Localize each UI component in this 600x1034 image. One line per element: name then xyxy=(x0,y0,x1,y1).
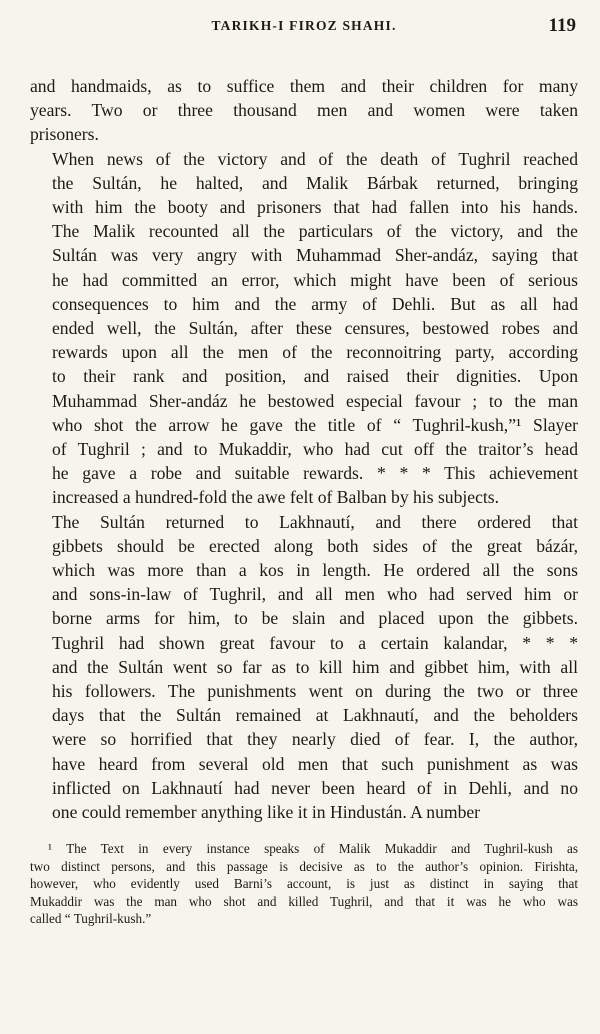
footnote-line: Mukaddir was the man who shot and killed Tughril, and that it was he who was xyxy=(30,893,578,909)
paragraph xyxy=(30,510,578,825)
text-line: and handmaids, as to suffice them and their children for many xyxy=(30,76,578,96)
text-line: The Malik recounted all the particulars of the victory, and the xyxy=(52,221,578,242)
text-line: the Sultán, he halted, and Malik Bárbak returned, bringing xyxy=(52,172,578,193)
text-line: prisoners. xyxy=(30,124,99,145)
page-header xyxy=(30,14,578,50)
footnote xyxy=(30,840,578,927)
text-line: rewards upon all the men of the reconnoitring party, according xyxy=(52,342,578,363)
text-line: one could remember anything like it in Hindustán. A number xyxy=(52,802,481,823)
footnotes xyxy=(30,840,578,927)
text-line: increased a hundred-fold the awe felt of Balban by his subjects. xyxy=(52,487,500,508)
text-line: his followers. The punishments went on during the two or three xyxy=(52,681,578,702)
text-line: have heard from several old men that such punishment as was xyxy=(52,753,578,774)
text-line: to their rank and position, and raised their dignities. Upon xyxy=(52,366,578,387)
paragraph xyxy=(30,74,578,147)
text-line: he had committed an error, which might have been of serious xyxy=(52,269,578,290)
text-line: When news of the victory and of the death of Tughril reached xyxy=(52,148,578,169)
paragraph xyxy=(30,147,578,510)
text-line: which was more than a kos in length. He ordered all the sons xyxy=(52,560,578,581)
text-line: Muhammad Sher-andáz he bestowed especial favour ; to the man xyxy=(52,390,578,411)
text-line: and the Sultán went so far as to kill him and gibbet him, with all xyxy=(52,656,578,677)
text-line: who shot the arrow he gave the title of “ Tughril-kush,”¹ Slayer xyxy=(52,414,578,435)
footnote-line: however, who evidently used Barni’s account, is just as distinct in saying that xyxy=(30,876,578,892)
text-line: with him the booty and prisoners that had fallen into his hands. xyxy=(52,197,578,218)
text-line: years. Two or three thousand men and women were taken xyxy=(30,100,578,121)
text-line: consequences to him and the army of Dehli. But as all had xyxy=(52,293,578,314)
text-line: borne arms for him, to be slain and placed upon the gibbets. xyxy=(52,608,578,629)
text-line: of Tughril ; and to Mukaddir, who had cut off the traitor’s head xyxy=(52,439,578,460)
text-line: gibbets should be erected along both sides of the great bázár, xyxy=(52,535,578,556)
text-line: days that the Sultán remained at Lakhnautí, and the beholders xyxy=(52,705,578,726)
text-line: and sons-in-law of Tughril, and all men who had served him or xyxy=(52,584,578,605)
body-text xyxy=(30,74,578,824)
text-line: Tughril had shown great favour to a certain kalandar, * * * xyxy=(52,632,578,653)
footnote-line: called “ Tughril-kush.” xyxy=(30,910,152,926)
text-line: Sultán was very angry with Muhammad Sher-andáz, saying that xyxy=(52,245,578,266)
footnote-line: two distinct persons, and this passage is decisive as to the author’s opinion. Firishta, xyxy=(30,858,578,874)
text-line: ended well, the Sultán, after these censures, bestowed robes and xyxy=(52,318,578,339)
footnote-line: ¹ The Text in every instance speaks of Malik Mukaddir and Tughril-kush as xyxy=(48,841,578,857)
running-title: TARIKH-I FIROZ SHAHI. xyxy=(211,18,397,33)
text-line: were so horrified that they nearly died of fear. I, the author, xyxy=(52,729,578,750)
text-line: inflicted on Lakhnautí had never been heard of in Dehli, and no xyxy=(52,777,578,798)
text-line: he gave a robe and suitable rewards. * * * This achievement xyxy=(52,463,578,484)
text-line: The Sultán returned to Lakhnautí, and there ordered that xyxy=(52,511,578,532)
page-number: 119 xyxy=(548,15,576,36)
